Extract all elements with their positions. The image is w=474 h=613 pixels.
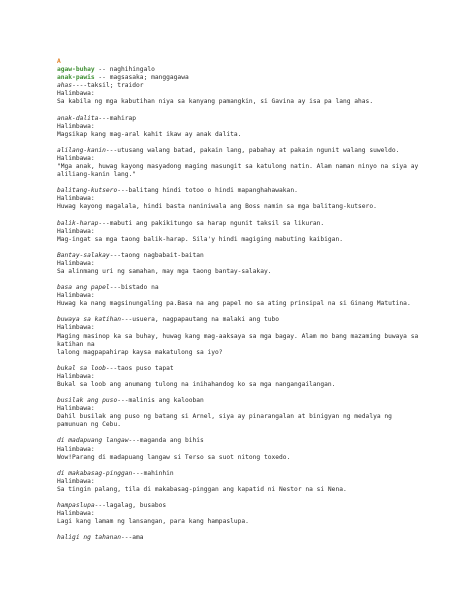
example-label: Halimbawa: — [57, 372, 95, 380]
dictionary-entry — [57, 147, 440, 179]
example-sentence: Huwag ka nang magsinungaling pa.Basa na ang papel mo sa ating prinsipal na si Ginang Matutina. — [57, 300, 411, 308]
example-label: Halimbawa: — [57, 259, 95, 267]
dictionary-entry — [57, 316, 440, 356]
definition: taong nagbabait-baitan — [120, 251, 204, 259]
entry-list — [57, 82, 440, 542]
entry-heading: ahas----taksil; traidor — [57, 82, 144, 90]
dictionary-entry — [57, 534, 440, 542]
dictionary-entry — [57, 397, 440, 429]
term: haligi ng tahanan — [57, 534, 121, 542]
term: di makabasag-pinggan — [57, 469, 133, 477]
example-sentence: "Mga anak, huwag kayong masyadong maging masungit sa katulong natin. Alam naman ninyo na siya ay — [57, 163, 419, 171]
dictionary-entry — [57, 252, 440, 276]
example-label: Halimbawa: — [57, 195, 95, 203]
definition: mahirap — [109, 114, 137, 122]
term: bukal sa loob — [57, 364, 106, 372]
definition: taos puso tapat — [117, 364, 174, 372]
example-label: Halimbawa: — [57, 90, 95, 98]
definition: lagalag, busabos — [105, 502, 167, 510]
example-sentence: Mag-ingat sa mga taong balik-harap. Sila'y hindi magiging mabuting kaibigan. — [57, 235, 343, 243]
example-sentence: Dahil busilak ang puso ng batang si Arnel, siya ay pinarangalan at binigyan ng medalya ng — [57, 413, 392, 421]
example-sentence: aliliang-kanin lang." — [57, 171, 137, 179]
term: buwaya sa katihan — [57, 316, 121, 324]
example-sentence: lalong magpapahirap kaysa makatulong sa iyo? — [57, 348, 223, 356]
term: Bantay-salakay — [57, 251, 110, 259]
example-sentence: Bukal sa loob ang anumang tulong na inihahandog ko sa mga nangangailangan. — [57, 381, 336, 388]
term: agaw-buhay — [57, 66, 95, 74]
dictionary-entry — [57, 115, 440, 139]
definition: mabuti ang pakikitungo sa harap ngunit taksil sa likuran. — [109, 219, 325, 227]
example-label: Halimbawa: — [57, 445, 95, 453]
highlight-entry-anak-pawis: anak-pawis -- magsasaka; manggagawa — [57, 74, 189, 82]
term: anak-dalita — [57, 114, 99, 122]
example-sentence: Huwag kayong magalala, hindi basta naniniwala ang Boss namin sa mga balitang-kutsero. — [57, 203, 377, 211]
example-sentence: Magsikap kang mag-aral kahit ikaw ay anak dalita. — [57, 130, 242, 138]
definition: ama — [132, 534, 144, 542]
definition: usuera, nagpapautang na malaki ang tubo — [132, 316, 280, 324]
entry-heading: basa ang papel---bistado na — [57, 284, 159, 292]
example-sentence: Sa alinmang uri ng samahan, may mga taong bantay-salakay. — [57, 267, 272, 275]
dictionary-entry — [57, 365, 440, 389]
term: balitang-kutsero — [57, 187, 118, 195]
entry-heading: busilak ang puso---malinis ang kalooban — [57, 397, 204, 405]
section-letter: A — [57, 58, 61, 65]
entry-heading: buwaya sa katihan---usuera, nagpapautang na malaki ang tubo — [57, 316, 280, 324]
dictionary-entry — [57, 220, 440, 244]
term: balik-harap — [57, 219, 99, 227]
entry-heading: haligi ng tahanan---ama — [57, 534, 144, 542]
entry-heading: balitang-kutsero---balitang hindi totoo o hindi mapanghahawakan. — [57, 187, 298, 195]
definition: utusang walang batad, pakain lang, pabahay at pakain ngunit walang suweldo. — [117, 146, 400, 154]
definition: taksil; traidor — [87, 82, 144, 90]
dictionary-entry — [57, 470, 440, 494]
definition: magsasaka; manggagawa — [109, 74, 189, 82]
example-label: Halimbawa: — [57, 324, 95, 332]
dictionary-entry — [57, 82, 440, 106]
example-label: Halimbawa: — [57, 227, 95, 235]
example-label: Halimbawa: — [57, 154, 95, 162]
example-sentence: Lagi kang lamam ng lansangan, para kang hampaslupa. — [57, 518, 249, 526]
entry-heading: di makabasag-pinggan---mahinhin — [57, 469, 174, 477]
definition: bistado na — [120, 284, 159, 292]
term: alilang-kanin — [57, 146, 106, 154]
example-sentence: Maging masinop ka sa buhay, huwag kang mag-aaksaya sa mga bagay. Alam mo bang mazaming buwaya sa katihan na — [57, 332, 422, 348]
dictionary-entry — [57, 437, 440, 461]
definition: maganda ang bihis — [139, 437, 204, 445]
example-label: Halimbawa: — [57, 477, 95, 485]
dictionary-entry — [57, 502, 440, 526]
entry-heading: di madapuang langaw---maganda ang bihis — [57, 437, 204, 445]
entry-heading: balik-harap---mabuti ang pakikitungo sa harap ngunit taksil sa likuran. — [57, 219, 325, 227]
entry-heading: anak-dalita---mahirap — [57, 114, 137, 122]
example-label: Halimbawa: — [57, 405, 95, 413]
example-sentence: pamunuan ng Cebu. — [57, 421, 121, 429]
example-label: Halimbawa: — [57, 122, 95, 130]
definition: naghihingalo — [109, 66, 155, 74]
entry-heading: alilang-kanin---utusang walang batad, pakain lang, pabahay at pakain ngunit walang suweldo. — [57, 146, 400, 154]
term: busilak ang puso — [57, 397, 118, 405]
dictionary-entry — [57, 187, 440, 211]
definition: balitang hindi totoo o hindi mapanghahawakan. — [128, 187, 298, 195]
term: di madapuang langaw — [57, 437, 129, 445]
term: ahas — [57, 82, 73, 90]
highlight-entry-agaw-buhay: agaw-buhay -- naghihingalo — [57, 66, 155, 74]
definition: malinis ang kalooban — [128, 397, 204, 405]
dictionary-entry — [57, 284, 440, 308]
entry-heading: bukal sa loob---taos puso tapat — [57, 364, 174, 372]
entry-heading: hampaslupa---lagalag, busabos — [57, 502, 167, 510]
example-sentence: Sa kabila ng mga kabutihan niya sa kanyang pamangkin, si Gavina ay isa pa lang ahas. — [57, 98, 374, 106]
example-sentence: Wow!Parang di madapuang langaw si Terso sa suot nitong toxedo. — [57, 453, 291, 461]
term: basa ang papel — [57, 284, 110, 292]
example-sentence: Sa tingin palang, tila di makabasag-pinggan ang kapatid ni Nestor na si Nena. — [57, 485, 347, 493]
term: anak-pawis — [57, 74, 95, 82]
example-label: Halimbawa: — [57, 292, 95, 300]
entry-heading: Bantay-salakay---taong nagbabait-baitan — [57, 251, 204, 259]
term: hampaslupa — [57, 502, 95, 510]
definition: mahinhin — [143, 469, 174, 477]
example-label: Halimbawa: — [57, 510, 95, 518]
